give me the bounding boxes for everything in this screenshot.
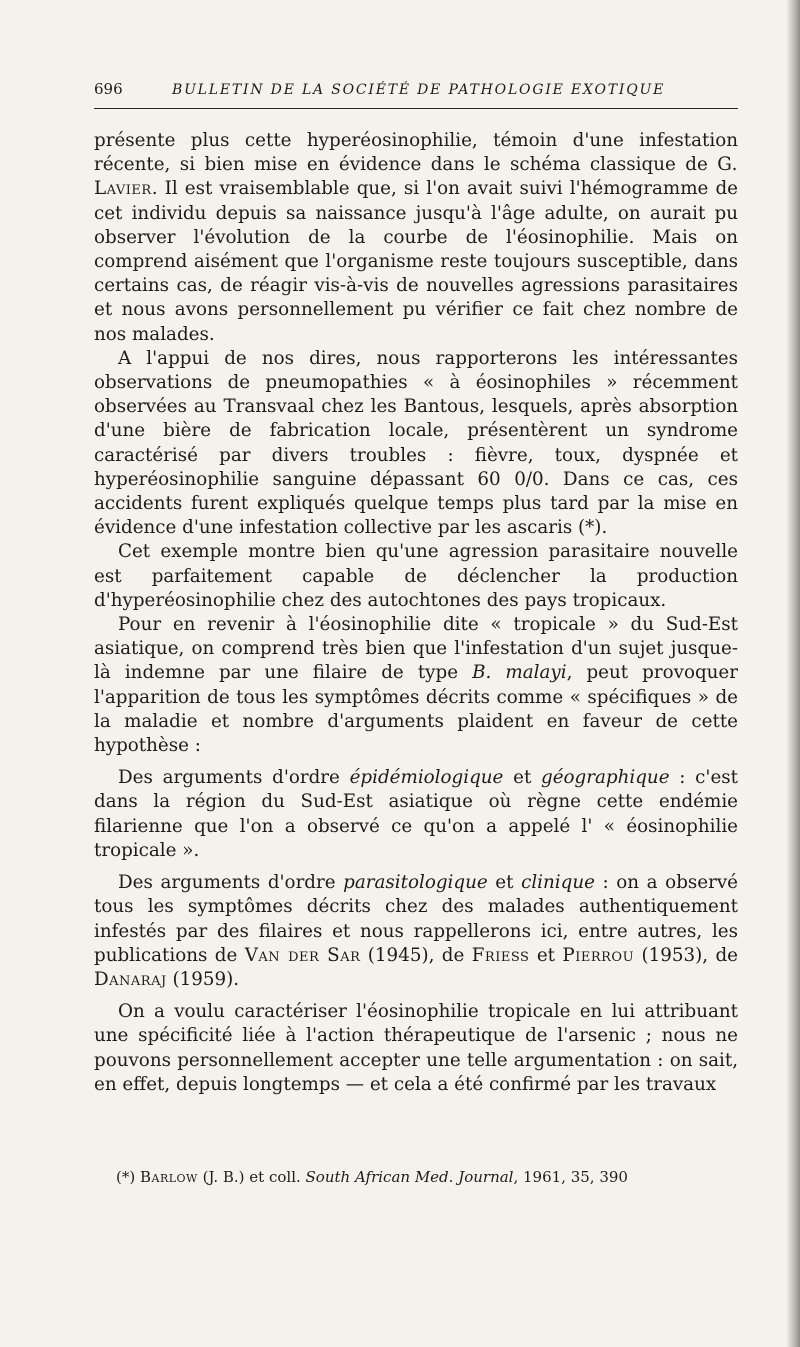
journal-title: BULLETIN DE LA SOCIÉTÉ DE PATHOLOGIE EXOTIQUE xyxy=(172,82,666,98)
species-name: B. malayi xyxy=(472,662,567,684)
paragraph-3: Cet exemple montre bien qu'une agression parasitaire nouvelle est parfaitement capable de déclencher la production d'hyperéosinophilie chez des autochtones des pays tropicaux. xyxy=(94,541,738,611)
paragraph-4-text-a: Pour en revenir à l'éosinophilie dite « tropicale » du Sud-Est asiatique, on comprend très bien que l'infestation d'un sujet jusque-là indemne par une filaire de type xyxy=(94,614,738,684)
paragraph-2: A l'appui de nos dires, nous rapporterons les intéressantes observations de pneumopathies « à éosinophiles » récemment observées au Transvaal chez les Bantous, lesquels, après absorption d'une bière de fabrication locale, présentèrent un syndrome caractérisé par divers troubles : fièvre, toux, dyspnée et hyperéosinophilie sanguine dépassant 60 0/0. Dans ce cas, ces accidents furent expliqués quelque temps plus tard par la mise en évidence d'une infestation collective par les ascaris (*). xyxy=(94,347,738,539)
paragraph-6-text-d: (1945), de xyxy=(360,944,472,966)
paragraph-5-text-b: et xyxy=(503,767,542,789)
author-name-pierrou: Pierrou xyxy=(562,944,635,966)
paragraph-6-text-c: : on a observé tous les symptômes décrits chez des malades authentiquement infestés par des filaires et nous rappellerons ici, entre autres, les publications de xyxy=(94,872,738,966)
author-name-danaraj: Danaraj xyxy=(94,968,167,990)
paragraph-7: On a voulu caractériser l'éosinophilie tropicale en lui attribuant une spécificité liée à l'action thérapeutique de l'arsenic ; nous ne pouvons personnellement accepter une telle argumentation : on sait, en effet, depuis longtemps — et cela a été confirmé par les travaux xyxy=(94,1001,738,1095)
footnote-mark: (*) xyxy=(116,1168,140,1186)
paragraph-6-text-a: Des arguments d'ordre xyxy=(118,872,344,894)
term-clinique: clinique xyxy=(521,872,595,894)
footnote-author: Barlow xyxy=(139,1168,198,1186)
body-text xyxy=(94,129,738,1097)
paragraph-6-text-b: et xyxy=(487,872,522,894)
paragraph-5-text-c: : c'est dans la région du Sud-Est asiatique où règne cette endémie filarienne que l'on a observé ce qu'on a appelé l' « éosinophilie tropicale ». xyxy=(94,767,738,861)
page-number: 696 xyxy=(94,80,123,98)
paragraph-6-text-f: (1953), de xyxy=(634,944,738,966)
term-epidemiologique: épidémiologique xyxy=(349,767,504,789)
page-edge-shadow xyxy=(786,0,800,1347)
author-name-van-der-sar: Van der Sar xyxy=(244,944,361,966)
term-geographique: géographique xyxy=(541,767,670,789)
footnote-text-b: , 1961, 35, 390 xyxy=(513,1168,628,1186)
running-head xyxy=(94,80,738,109)
footnote-text-a: (J. B.) et coll. xyxy=(197,1168,306,1186)
paragraph-6 xyxy=(94,871,738,992)
paragraph-1 xyxy=(94,129,738,347)
paragraph-4 xyxy=(94,613,738,758)
paragraph-5-text-a: Des arguments d'ordre xyxy=(118,767,350,789)
page xyxy=(94,80,738,1097)
footnote xyxy=(116,1167,736,1187)
paragraph-6-text-e: et xyxy=(529,944,563,966)
paragraph-1-text-b: . Il est vraisemblable que, si l'on avait suivi l'hémogramme de cet individu depuis sa naissance jusqu'à l'âge adulte, on aurait pu observer l'évolution de la courbe de l'éosinophilie. Mais on comprend aisément que l'organisme reste toujours susceptible, dans certains cas, de réagir vis-à-vis de nouvelles agressions parasitaires et nous avons personnellement pu vérifier ce fait chez nombre de nos malades. xyxy=(94,178,738,345)
paragraph-1-text-a: présente plus cette hyperéosinophilie, témoin d'une infestation récente, si bien mise en évidence dans le schéma classique de xyxy=(94,130,738,176)
footnote-journal: South African Med. Journal xyxy=(305,1168,514,1186)
paragraph-6-text-g: (1959). xyxy=(166,968,240,990)
paragraph-4-text-b: , peut provoquer l'apparition de tous les symptômes décrits comme « spécifiques » de la maladie et nombre d'arguments plaident en faveur de cette hypothèse : xyxy=(94,662,738,757)
author-name-friess: Friess xyxy=(471,944,530,966)
paragraph-5 xyxy=(94,766,738,863)
term-parasitologique: parasitologique xyxy=(343,872,488,894)
author-name-lavier: G. Lavier xyxy=(94,154,738,200)
